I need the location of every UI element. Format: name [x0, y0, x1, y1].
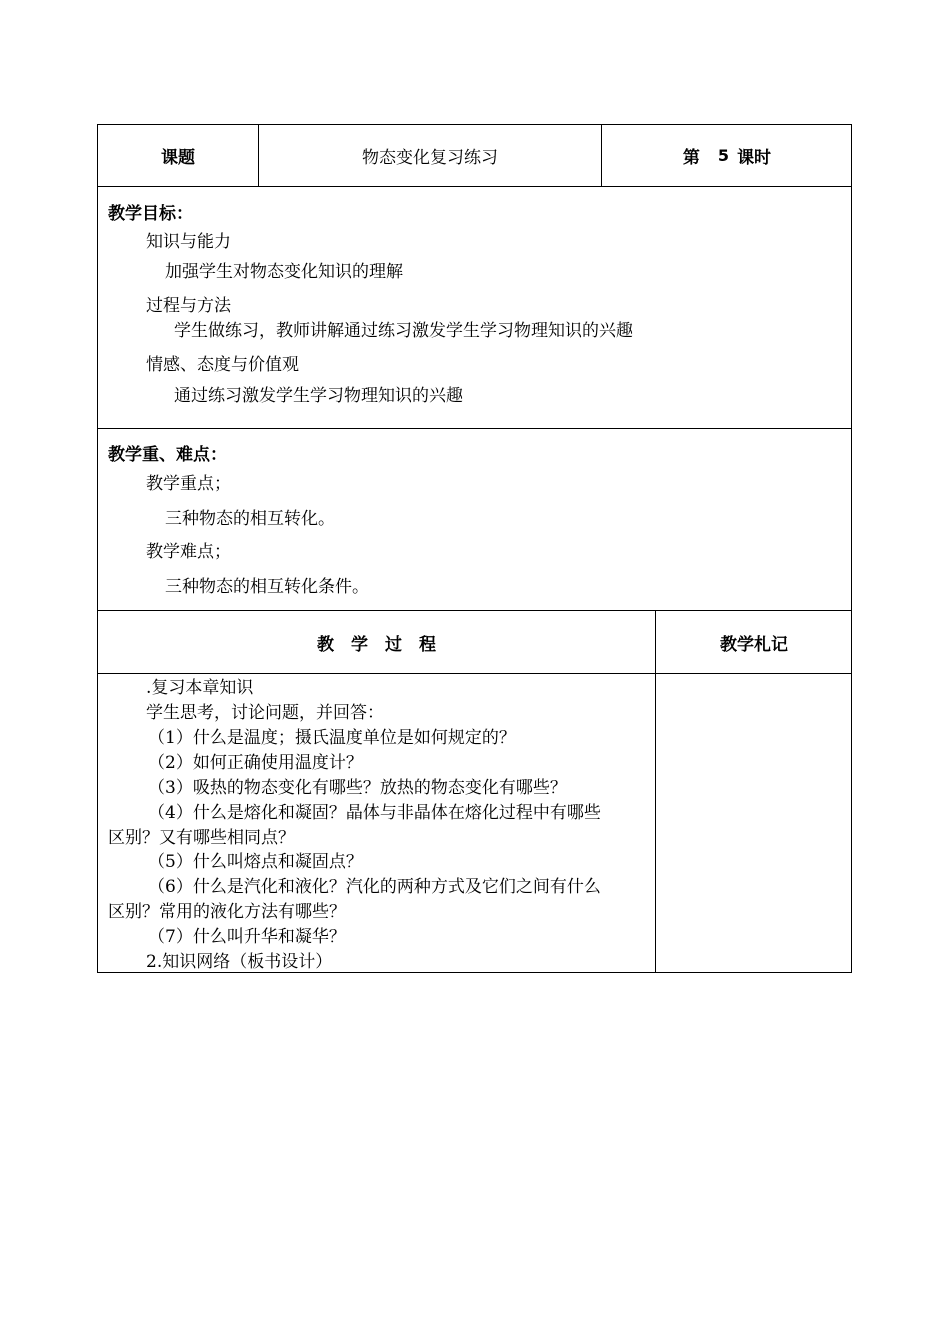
period-number: 5 — [717, 146, 730, 165]
process-text: 学生做练习，教师讲解通过练习激发学生学习物理知识的兴趣 — [174, 321, 633, 341]
process-line-12: 2.知识网络（板书设计） — [146, 952, 333, 972]
topic-label-cell — [98, 125, 258, 186]
period-cell — [601, 125, 852, 186]
process-line-8: （5）什么叫熔点和凝固点？ — [148, 852, 363, 872]
knowledge-label: 知识与能力 — [146, 232, 231, 252]
process-title-cell — [98, 611, 655, 673]
notes-title-cell — [655, 611, 852, 673]
process-line-7: 区别？又有哪些相同点？ — [108, 828, 295, 848]
topic-label: 课题 — [161, 148, 195, 168]
process-header-row — [98, 610, 851, 673]
objectives-row — [98, 186, 851, 428]
topic-title-cell — [258, 125, 601, 186]
process-line-3: （1）什么是温度；摄氏温度单位是如何规定的？ — [148, 728, 516, 748]
lesson-plan-table — [97, 124, 852, 973]
knowledge-text: 加强学生对物态变化知识的理解 — [165, 262, 403, 282]
process-line-11: （7）什么叫升华和凝华？ — [148, 927, 346, 947]
notes-cell — [655, 674, 852, 972]
process-line-2: 学生思考，讨论问题，并回答： — [146, 703, 384, 723]
objectives-heading: 教学目标： — [108, 204, 193, 224]
process-line-5: （3）吸热的物态变化有哪些？放热的物态变化有哪些？ — [148, 778, 567, 798]
process-label: 过程与方法 — [146, 296, 231, 316]
key-points-row — [98, 428, 851, 610]
difficulty-text: 三种物态的相互转化条件。 — [165, 577, 369, 597]
difficulty-label: 教学难点； — [146, 542, 231, 562]
period-prefix: 第 — [682, 148, 700, 168]
focus-text: 三种物态的相互转化。 — [165, 509, 335, 529]
notes-title: 教学札记 — [720, 634, 788, 655]
process-content-row — [98, 673, 851, 973]
period-suffix: 课时 — [737, 148, 772, 168]
process-line-1: .复习本章知识 — [146, 678, 254, 698]
emotion-label: 情感、态度与价值观 — [146, 355, 299, 375]
focus-label: 教学重点； — [146, 474, 231, 494]
process-line-10: 区别？常用的液化方法有哪些？ — [108, 902, 346, 922]
process-line-4: （2）如何正确使用温度计？ — [148, 753, 363, 773]
emotion-text: 通过练习激发学生学习物理知识的兴趣 — [174, 386, 463, 406]
topic-title: 物态变化复习练习 — [362, 148, 498, 168]
process-line-6: （4）什么是熔化和凝固？晶体与非晶体在熔化过程中有哪些 — [148, 803, 601, 823]
key-points-heading: 教学重、难点： — [108, 445, 227, 465]
header-row — [98, 124, 851, 186]
process-line-9: （6）什么是汽化和液化？汽化的两种方式及它们之间有什么 — [148, 877, 601, 897]
process-title: 教 学 过 程 — [317, 634, 436, 655]
